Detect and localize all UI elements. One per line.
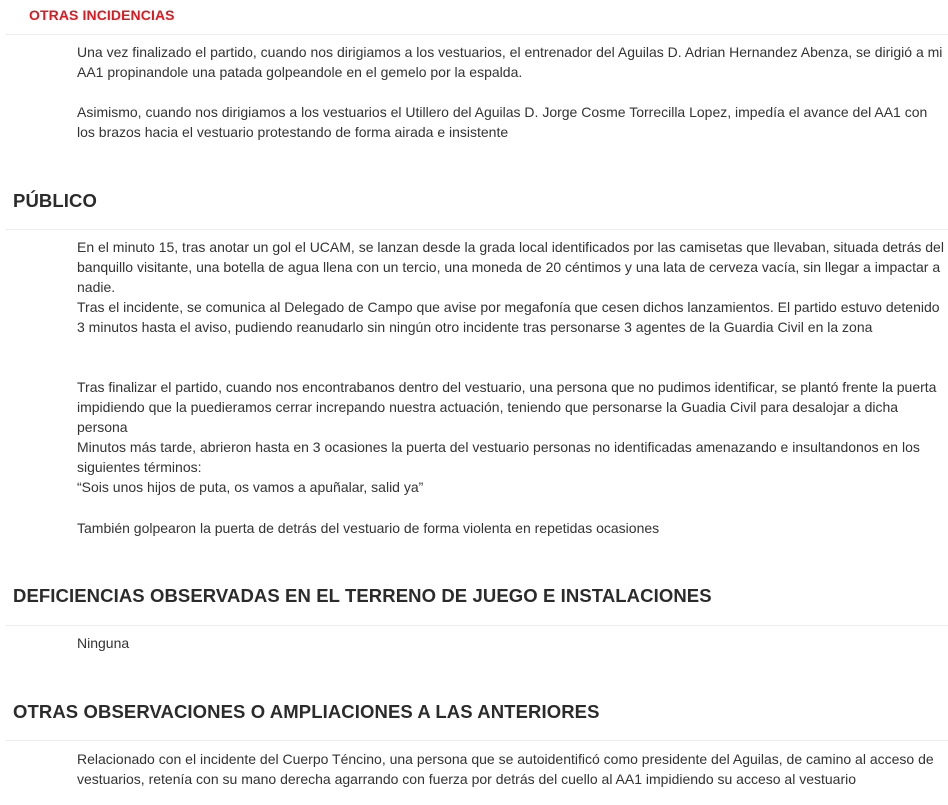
otras-observaciones-paragraph-1: Relacionado con el incidente del Cuerpo Téncino, una persona que se autoidentificó como presidente del Aguilas, de camino al acceso de vestuarios, retenía con su mano derecha agarrando con fuerza por detrás del cuello al AA1 impidiendo su acceso al vestuario	[77, 751, 934, 787]
otras-observaciones-heading: OTRAS OBSERVACIONES O AMPLIACIONES A LAS ANTERIORES	[13, 701, 600, 722]
deficiencias-heading: DEFICIENCIAS OBSERVADAS EN EL TERRENO DE JUEGO E INSTALACIONES	[13, 585, 712, 606]
divider	[6, 34, 948, 35]
publico-paragraph-3: También golpearon la puerta de detrás del vestuario de forma violenta en repetidas ocasiones	[77, 520, 660, 536]
otras-incidencias-paragraph-2: Asimismo, cuando nos dirigiamos a los vestuarios el Utillero del Aguilas D. Jorge Cosme Torrecilla Lopez, impedía el avance del AA1 con los brazos hacia el vestuario protestando de forma airada e insistente	[77, 104, 928, 140]
publico-paragraph-1: En el minuto 15, tras anotar un gol el UCAM, se lanzan desde la grada local identificados por las camisetas que llevaban, situada detrás del banquillo visitante, una botella de agua llena con un tercio, una moneda de 20 céntimos y una lata de cerveza vacía, sin llegar a impactar a nadie. Tras el incidente, se comunica al Delegado de Campo que avise por megafonía que cesen dichos lanzamientos. El partido estuvo detenido 3 minutos hasta el aviso, pudiendo reanudarlo sin ningún otro incidente tras personarse 3 agentes de la Guardia Civil en la zona	[77, 239, 944, 335]
divider	[6, 229, 948, 230]
otras-incidencias-heading: OTRAS INCIDENCIAS	[29, 7, 175, 23]
deficiencias-paragraph-1: Ninguna	[77, 635, 130, 651]
otras-incidencias-paragraph-1: Una vez finalizado el partido, cuando nos dirigiamos a los vestuarios, el entrenador del Aguilas D. Adrian Hernandez Abenza, se dirigió a mi AA1 propinandole una patada golpeandole en el gemelo por la espalda.	[77, 44, 943, 80]
publico-paragraph-2: Tras finalizar el partido, cuando nos encontrabanos dentro del vestuario, una persona que no pudimos identificar, se plantó frente la puerta impidiendo que la puedieramos cerrar increpando nuestra actuación, teniendo que personarse la Guadia Civil para desalojar a dicha persona Minutos más tarde, abrieron hasta en 3 ocasiones la puerta del vestuario personas no identificadas amenazando e insultandonos en los siguientes términos: “Sois unos hijos de puta, os vamos a apuñalar, salid ya”	[77, 379, 937, 495]
divider	[6, 740, 948, 741]
publico-heading: PÚBLICO	[13, 190, 97, 211]
divider	[6, 625, 948, 626]
